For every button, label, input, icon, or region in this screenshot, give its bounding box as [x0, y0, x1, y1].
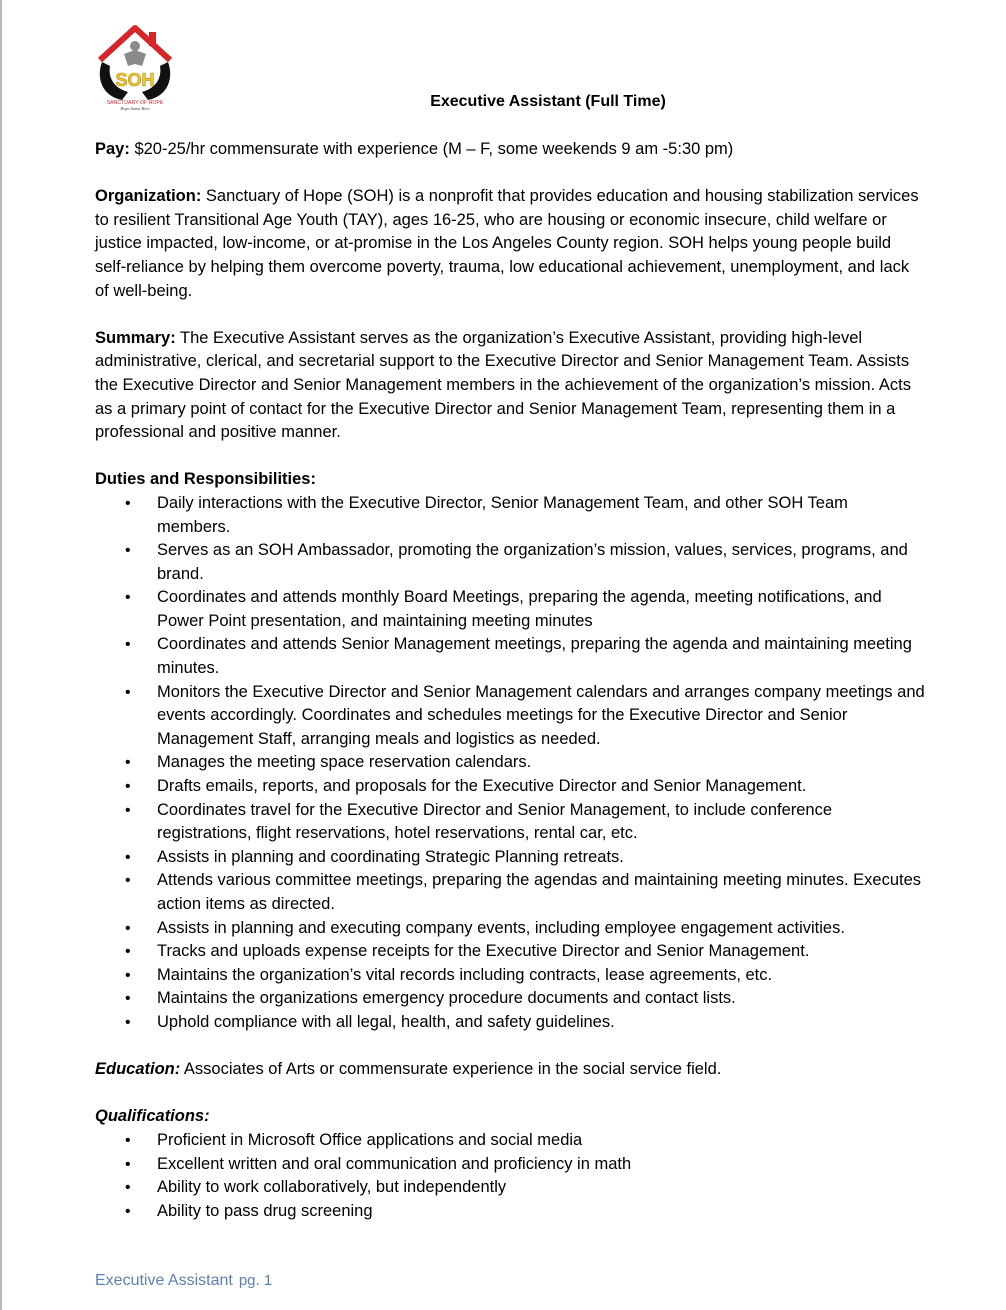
- pay-paragraph: [95, 138, 925, 162]
- qualification-text: Excellent written and oral communication and proficiency in math: [157, 1154, 632, 1173]
- list-item: [95, 751, 925, 775]
- svg-text:SANCTUARY OF HOPE: SANCTUARY OF HOPE: [106, 100, 164, 106]
- bullet-icon: •: [125, 778, 131, 796]
- duty-text: Tracks and uploads expense receipts for the Executive Director and Senior Management.: [157, 942, 810, 961]
- list-item: [95, 799, 925, 846]
- list-item: [95, 1153, 925, 1177]
- organization-text: Sanctuary of Hope (SOH) is a nonprofit that provides education and housing stabilization services to resilient Transitional Age Youth (TAY), ages 16-25, who are housing or economic insecure, child welfare or justice impacted, low-income, or at-promise in the Los Angeles County region. SOH helps young people build self-reliance by helping them overcome poverty, trauma, low educational achievement, unemployment, and lack of well-being.: [95, 187, 919, 300]
- bullet-icon: •: [125, 1179, 131, 1197]
- duty-text: Maintains the organization’s vital records including contracts, lease agreements, etc.: [157, 965, 773, 984]
- qualifications-heading: Qualifications:: [95, 1107, 210, 1126]
- list-item: [95, 917, 925, 941]
- bullet-icon: •: [125, 848, 131, 866]
- duty-text: Assists in planning and executing company events, including employee engagement activities.: [157, 918, 845, 937]
- list-item: [95, 681, 925, 752]
- svg-text:Hope Starts Here: Hope Starts Here: [120, 106, 150, 111]
- summary-paragraph: [95, 327, 925, 445]
- organization-paragraph: [95, 185, 925, 303]
- qualifications-list: [95, 1129, 925, 1223]
- list-item: [95, 869, 925, 916]
- list-item: [95, 633, 925, 680]
- education-paragraph: [95, 1058, 925, 1082]
- list-item: [95, 1011, 925, 1035]
- organization-label: Organization:: [95, 187, 202, 206]
- bullet-icon: •: [125, 636, 131, 654]
- duty-text: Uphold compliance with all legal, health, and safety guidelines.: [157, 1012, 615, 1031]
- duties-heading: Duties and Responsibilities:: [95, 470, 316, 489]
- svg-text:SOH: SOH: [115, 70, 155, 90]
- duties-list: [95, 492, 925, 1035]
- qualification-text: Ability to work collaboratively, but independently: [157, 1178, 507, 1197]
- list-item: [95, 539, 925, 586]
- education-label: Education:: [95, 1060, 181, 1079]
- bullet-icon: •: [125, 1013, 131, 1031]
- duty-text: Manages the meeting space reservation calendars.: [157, 753, 532, 772]
- summary-text: The Executive Assistant serves as the organization’s Executive Assistant, providing high-level administrative, clerical, and secretarial support to the Executive Director and Senior Management Team. Assists the Executive Director and Senior Management members in the achievement of the organization’s mission. Acts as a primary point of contact for the Executive Director and Senior Management Team, representing them in a professional and positive manner.: [95, 328, 911, 442]
- footer-doc-title: Executive Assistant: [95, 1272, 233, 1289]
- bullet-icon: •: [125, 589, 131, 607]
- list-item: [95, 586, 925, 633]
- bullet-icon: •: [125, 943, 131, 961]
- page-footer: [95, 1270, 272, 1292]
- duty-text: Coordinates travel for the Executive Director and Senior Management, to include conference registrations, flight reservations, hotel reservations, rental car, etc.: [157, 800, 833, 843]
- duty-text: Coordinates and attends Senior Management meetings, preparing the agenda and maintaining meeting minutes.: [157, 635, 912, 678]
- duty-text: Assists in planning and coordinating Strategic Planning retreats.: [157, 847, 624, 866]
- summary-label: Summary:: [95, 328, 176, 347]
- bullet-icon: •: [125, 990, 131, 1008]
- duty-text: Maintains the organizations emergency procedure documents and contact lists.: [157, 989, 736, 1008]
- list-item: [95, 775, 925, 799]
- duty-text: Drafts emails, reports, and proposals for the Executive Director and Senior Management.: [157, 777, 807, 796]
- qualification-text: Proficient in Microsoft Office applications and social media: [157, 1130, 583, 1149]
- duty-text: Serves as an SOH Ambassador, promoting the organization’s mission, values, services, programs, and brand.: [157, 541, 908, 583]
- bullet-icon: •: [125, 1155, 131, 1173]
- bullet-icon: •: [125, 494, 131, 512]
- duty-text: Attends various committee meetings, preparing the agendas and maintaining meeting minutes. Executes action items as directed.: [157, 871, 922, 913]
- bullet-icon: •: [125, 1131, 131, 1149]
- document-body: [95, 138, 925, 1247]
- pay-label: Pay:: [95, 140, 130, 158]
- education-text: Associates of Arts or commensurate experience in the social service field.: [180, 1060, 722, 1079]
- bullet-icon: •: [125, 542, 131, 560]
- duty-text: Daily interactions with the Executive Director, Senior Management Team, and other SOH Team members.: [157, 493, 848, 536]
- bullet-icon: •: [125, 919, 131, 937]
- page-edge: [0, 0, 2, 1310]
- list-item: [95, 1176, 925, 1200]
- bullet-icon: •: [125, 872, 131, 890]
- duty-text: Monitors the Executive Director and Senior Management calendars and arranges company meetings and events accordingly. Coordinates and schedules meetings for the Executive Director and Senior Management Staff, arranging meals and logistics as needed.: [157, 682, 925, 748]
- bullet-icon: •: [125, 966, 131, 984]
- bullet-icon: •: [125, 683, 131, 701]
- list-item: [95, 1200, 925, 1224]
- footer-page-number: pg. 1: [238, 1272, 273, 1289]
- list-item: [95, 940, 925, 964]
- page-title: Executive Assistant (Full Time): [430, 93, 666, 110]
- list-item: [95, 492, 925, 539]
- duty-text: Coordinates and attends monthly Board Meetings, preparing the agenda, meeting notifications, and Power Point presentation, and maintaining meeting minutes: [157, 588, 882, 630]
- bullet-icon: •: [125, 801, 131, 819]
- list-item: [95, 846, 925, 870]
- list-item: [95, 964, 925, 988]
- qualification-text: Ability to pass drug screening: [157, 1201, 373, 1220]
- bullet-icon: •: [125, 754, 131, 772]
- list-item: [95, 1129, 925, 1153]
- list-item: [95, 987, 925, 1011]
- bullet-icon: •: [125, 1202, 131, 1220]
- pay-text: $20-25/hr commensurate with experience (M – F, some weekends 9 am -5:30 pm): [129, 140, 734, 158]
